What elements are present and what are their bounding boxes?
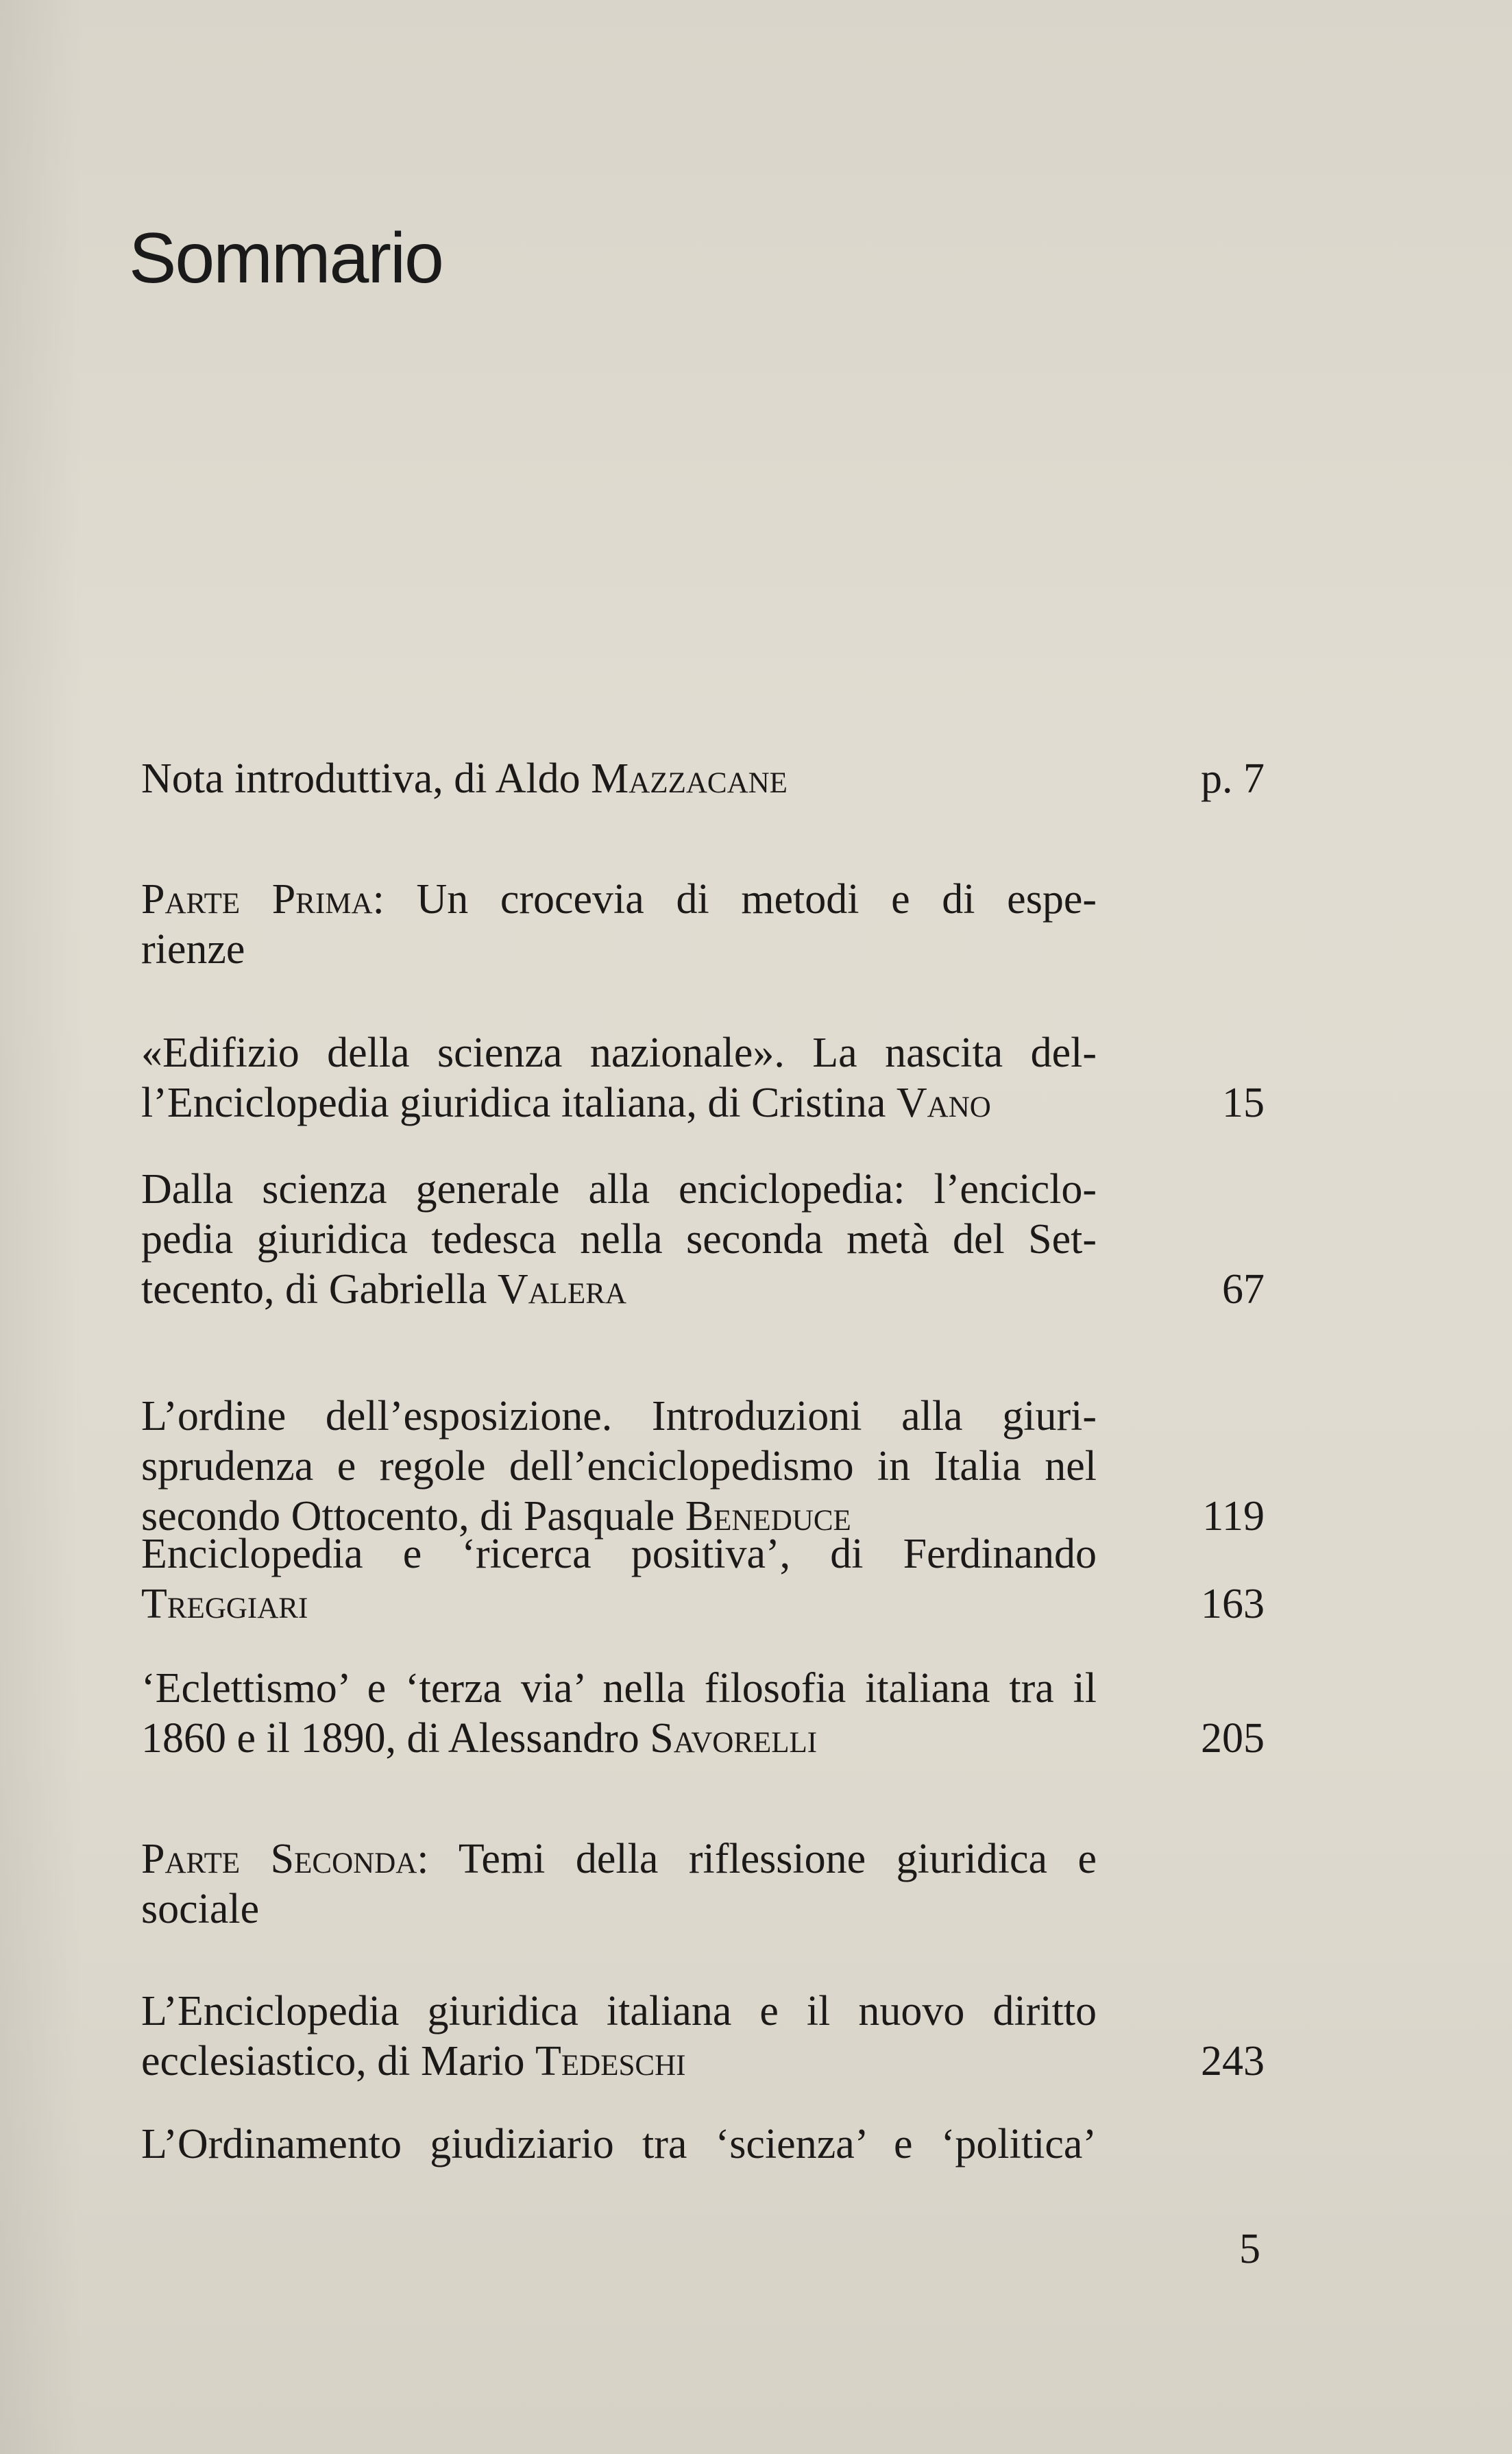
entry-page-number: 243	[1201, 2038, 1265, 2085]
entry-text: secondo Ottocento, di Pasquale	[141, 1493, 685, 1540]
toc-entry	[141, 1664, 1265, 1764]
entry-text: sociale	[141, 1886, 260, 1932]
toc-entry	[141, 1987, 1265, 2087]
section-heading	[141, 875, 1265, 975]
toc-entry-line	[141, 2037, 1097, 2087]
entry-text: Dalla scienza generale alla enciclopedia: l’enciclo-	[141, 1166, 1097, 1213]
entry-text: L’ordine dell’esposizione. Introduzioni alla giuri-	[141, 1393, 1097, 1439]
author-surname: Beneduce	[685, 1493, 851, 1540]
entry-page-number: p. 7	[1201, 755, 1265, 802]
toc-entry-line	[141, 1215, 1097, 1265]
toc-entry-line	[141, 1579, 1097, 1629]
author-surname: Mazzacane	[591, 755, 788, 802]
entry-text: ‘Eclettismo’ e ‘terza via’ nella filosofia italiana tra il	[141, 1665, 1097, 1712]
toc-entry-line	[141, 1664, 1097, 1714]
entry-text: : Temi della riflessione giuridica e	[417, 1836, 1097, 1882]
toc-entry	[141, 1165, 1265, 1315]
entry-text: L’Ordinamento giudiziario tra ‘scienza’ e ‘politica’	[141, 2121, 1097, 2167]
toc-entry-line	[141, 2119, 1097, 2170]
author-surname: Parte Seconda	[141, 1836, 417, 1882]
toc-entry-line	[141, 1078, 1097, 1128]
author-surname: Savorelli	[650, 1715, 818, 1762]
author-surname: Treggiari	[141, 1581, 308, 1627]
entry-text: Enciclopedia e ‘ricerca positiva’, di Ferdinando	[141, 1531, 1097, 1577]
entry-text: ecclesiastico, di Mario	[141, 2038, 536, 2085]
entry-page-number: 163	[1201, 1581, 1265, 1627]
author-surname: Tedeschi	[535, 2038, 686, 2085]
page-title: Sommario	[129, 219, 443, 298]
entry-text: tecento, di Gabriella	[141, 1266, 498, 1313]
entry-page-number: 119	[1202, 1493, 1265, 1540]
toc-entry	[141, 1392, 1265, 1542]
author-surname: Parte Prima	[141, 876, 373, 923]
toc-entry-line	[141, 1714, 1097, 1764]
toc-entry	[141, 2119, 1265, 2170]
toc-entry-line	[141, 1442, 1097, 1492]
toc-entry-line	[141, 754, 1097, 804]
toc-entry-line	[141, 1529, 1097, 1579]
toc-entry-line	[141, 1987, 1097, 2037]
entry-text: L’Enciclopedia giuridica italiana e il nuovo diritto	[141, 1988, 1097, 2034]
toc-entry	[141, 754, 1265, 804]
page-gutter-shadow	[0, 0, 82, 2454]
entry-text: l’Enciclopedia giuridica italiana, di Cristina	[141, 1080, 897, 1126]
entry-text: rienze	[141, 926, 245, 973]
toc-entry-line	[141, 925, 1097, 975]
page-number: 5	[1239, 2226, 1260, 2272]
toc-entry-line	[141, 875, 1097, 925]
entry-text: pedia giuridica tedesca nella seconda metà del Set-	[141, 1216, 1097, 1263]
entry-text: sprudenza e regole dell’enciclopedismo in Italia nel	[141, 1443, 1097, 1490]
author-surname: Valera	[497, 1266, 626, 1313]
entry-text: 1860 e il 1890, di Alessandro	[141, 1715, 650, 1762]
toc-entry-line	[141, 1392, 1097, 1442]
toc-entry	[141, 1529, 1265, 1629]
toc-entry-line	[141, 1265, 1097, 1315]
toc-entry-line	[141, 1834, 1097, 1884]
toc-entry	[141, 1028, 1265, 1128]
toc-entry-line	[141, 1884, 1097, 1934]
entry-text: : Un crocevia di metodi e di espe-	[372, 876, 1097, 923]
entry-page-number: 15	[1222, 1080, 1265, 1126]
entry-page-number: 67	[1222, 1266, 1265, 1313]
toc-entry-line	[141, 1165, 1097, 1215]
entry-text: Nota introduttiva, di Aldo	[141, 755, 592, 802]
entry-text: «Edifizio della scienza nazionale». La nascita del-	[141, 1030, 1097, 1076]
section-heading	[141, 1834, 1265, 1934]
author-surname: Vano	[896, 1080, 991, 1126]
entry-page-number: 205	[1201, 1715, 1265, 1762]
toc-entry-line	[141, 1028, 1097, 1078]
